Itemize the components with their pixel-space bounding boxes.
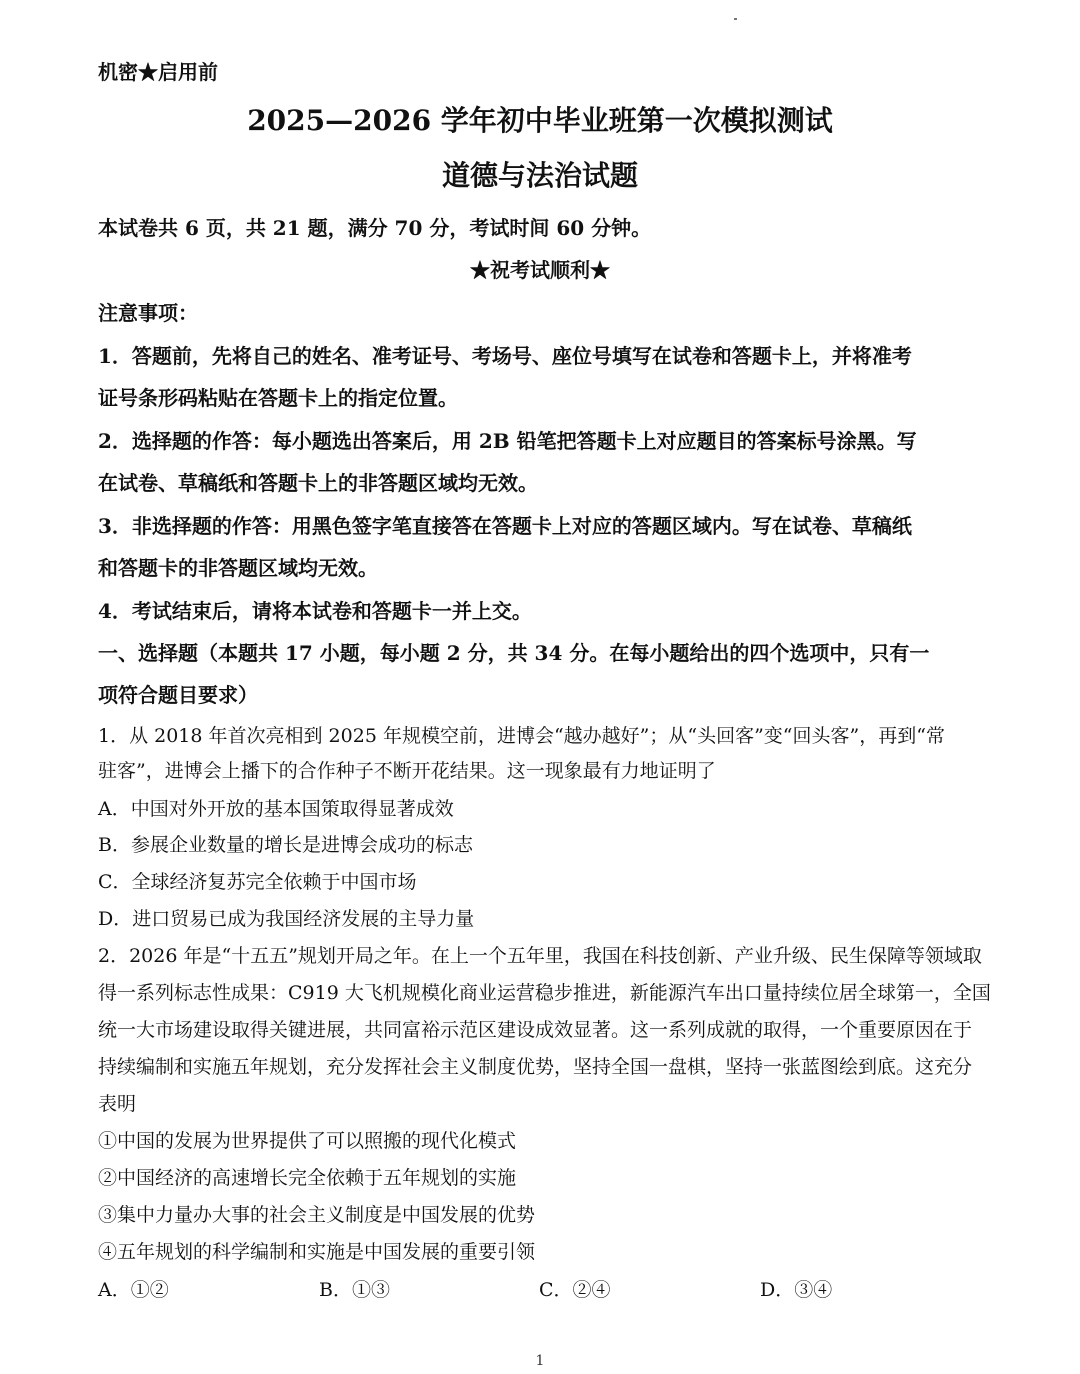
- question-2-line-1: 2．2026 年是“十五五”规划开局之年。在上一个五年里，我国在科技创新、产业升级、民生保障等领域取: [98, 945, 982, 967]
- question-2-statement-4: ④五年规划的科学编制和实施是中国发展的重要引领: [98, 1241, 536, 1263]
- question-2-option-a: A．①②: [98, 1279, 169, 1301]
- question-2-statement-2: ②中国经济的高速增长完全依赖于五年规划的实施: [98, 1167, 517, 1189]
- good-luck-wish: ★祝考试顺利★: [470, 258, 610, 282]
- page-number: 1: [535, 1353, 545, 1369]
- exam-title: 2025—2026 学年初中毕业班第一次模拟测试: [247, 104, 833, 137]
- question-2-line-5: 表明: [98, 1093, 137, 1115]
- section-1-heading-line-2: 项符合题目要求）: [98, 683, 258, 707]
- notice-item-4: 4．考试结束后，请将本试卷和答题卡一并上交。: [98, 599, 532, 623]
- question-1-line-2: 驻客”，进博会上播下的合作种子不断开花结果。这一现象最有力地证明了: [98, 760, 716, 782]
- question-1-option-d: D．进口贸易已成为我国经济发展的主导力量: [98, 908, 475, 930]
- question-2-option-d: D．③④: [760, 1279, 833, 1301]
- question-2-statement-1: ①中国的发展为世界提供了可以照搬的现代化模式: [98, 1130, 517, 1152]
- scan-speck: [734, 18, 737, 20]
- notice-item-3-line-2: 和答题卡的非答题区域均无效。: [98, 556, 378, 580]
- notice-item-1-line-2: 证号条形码粘贴在答题卡上的指定位置。: [98, 386, 458, 410]
- question-2-line-4: 持续编制和实施五年规划，充分发挥社会主义制度优势，坚持全国一盘棋，坚持一张蓝图绘到底。这充分: [98, 1056, 973, 1078]
- section-1-heading-line-1: 一、选择题（本题共 17 小题，每小题 2 分，共 34 分。在每小题给出的四个选项中，只有一: [98, 641, 930, 665]
- question-1-line-1: 1．从 2018 年首次亮相到 2025 年规模空前，进博会“越办越好”；从“头回客”变“回头客”，再到“常: [98, 725, 945, 747]
- question-1-option-b: B．参展企业数量的增长是进博会成功的标志: [98, 834, 473, 856]
- question-2-option-b: B．①③: [319, 1279, 390, 1301]
- subject-title: 道德与法治试题: [441, 159, 638, 192]
- question-2-options: [98, 1276, 998, 1304]
- question-2-line-2: 得一系列标志性成果：C919 大飞机规模化商业运营稳步推进，新能源汽车出口量持续位居全球第一，全国: [98, 982, 991, 1004]
- notice-item-3-line-1: 3．非选择题的作答：用黑色签字笔直接答在答题卡上对应的答题区域内。写在试卷、草稿纸: [98, 514, 912, 538]
- notice-item-2-line-2: 在试卷、草稿纸和答题卡上的非答题区域均无效。: [98, 471, 538, 495]
- question-2-line-3: 统一大市场建设取得关键进展，共同富裕示范区建设成效显著。这一系列成就的取得，一个重要原因在于: [98, 1019, 973, 1041]
- question-2-option-c: C．②④: [539, 1279, 611, 1301]
- notice-heading: 注意事项：: [98, 301, 198, 325]
- notice-item-2-line-1: 2．选择题的作答：每小题选出答案后，用 2B 铅笔把答题卡上对应题目的答案标号涂黑。写: [98, 429, 917, 453]
- notice-item-1-line-1: 1．答题前，先将自己的姓名、准考证号、考场号、座位号填写在试卷和答题卡上，并将准考: [98, 344, 912, 368]
- question-1-option-c: C．全球经济复苏完全依赖于中国市场: [98, 871, 417, 893]
- question-2-statement-3: ③集中力量办大事的社会主义制度是中国发展的优势: [98, 1204, 536, 1226]
- question-1-option-a: A．中国对外开放的基本国策取得显著成效: [98, 798, 454, 820]
- confidential-label: 机密★启用前: [98, 60, 218, 84]
- exam-summary: 本试卷共 6 页，共 21 题，满分 70 分，考试时间 60 分钟。: [98, 216, 652, 240]
